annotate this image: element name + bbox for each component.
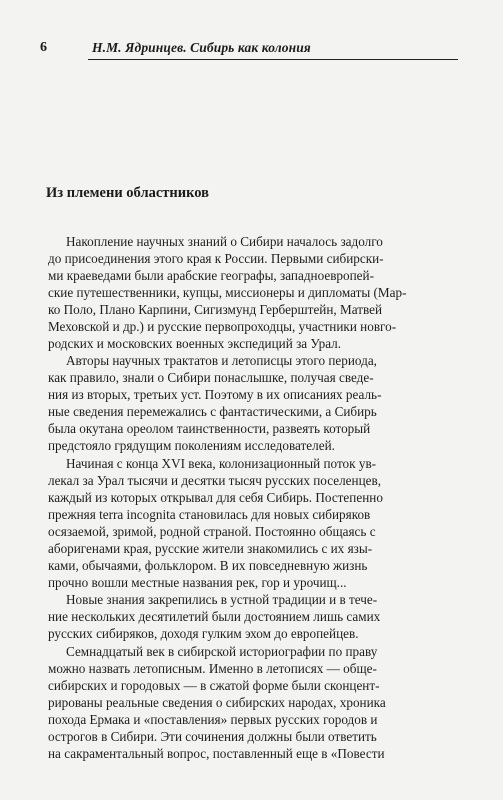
section-title: Из племени областников [46, 185, 209, 201]
text-line: прочно вошли местные названия рек, гор и урочищ... [48, 575, 347, 590]
text-line: предстояло грядущим поколениям исследователей. [48, 438, 335, 453]
header-rule [88, 59, 458, 60]
text-line: ко Поло, Плано Карпини, Сигизмунд Герберштейн, Матвей [48, 302, 383, 317]
text-line: ские путешественники, купцы, миссионеры и дипломаты (Мар- [48, 285, 407, 300]
text-line: прежняя terra incognita становилась для новых сибиряков [48, 507, 371, 522]
text-line: была окутана ореолом таинственности, развеять который [48, 421, 371, 436]
text-line: ние нескольких десятилетий были достоянием лишь самих [48, 609, 381, 624]
text-line: как правило, знали о Сибири понаслышке, получая сведе- [48, 370, 374, 385]
text-line: сибирских и городовых — в сжатой форме были сконцент- [48, 678, 380, 693]
text-line: острогов в Сибири. Эти сочинения должны были ответить [48, 729, 377, 744]
text-line: ния из вторых, третьих уст. Поэтому в их описаниях реаль- [48, 387, 382, 402]
page-number: 6 [40, 40, 47, 55]
text-line: каждый из которых открывал для себя Сибирь. Постепенно [48, 490, 383, 505]
text-line: Меховской и др.) и русские первопроходцы, участники новго- [48, 319, 397, 334]
text-line: до присоединения этого края к России. Первыми сибирски- [48, 251, 384, 266]
text-line: Семнадцатый век в сибирской историографии по праву [66, 644, 378, 659]
text-line: Начиная с конца XVI века, колонизационный поток ув- [66, 456, 377, 471]
running-head: Н.М. Ядринцев. Сибирь как колония [92, 40, 311, 55]
text-line: родских и московских военных экспедиций за Урал. [48, 336, 342, 351]
text-line: ные сведения перемежались с фантастическими, а Сибирь [48, 404, 377, 419]
text-line: на сакраментальный вопрос, поставленный еще в «Повести [48, 746, 385, 761]
text-line: можно назвать летописным. Именно в летописях — обще- [48, 661, 377, 676]
page-header [40, 40, 460, 62]
text-line: рированы реальные сведения о сибирских народах, хроника [48, 695, 386, 710]
text-line: ками, обычаями, фольклором. В их повседневную жизнь [48, 558, 368, 573]
text-line: Авторы научных трактатов и летописцы этого периода, [66, 353, 377, 368]
text-line: ми краеведами были арабские географы, западноевропей- [48, 268, 374, 283]
text-line: аборигенами края, русские жители знакомились с их язы- [48, 541, 373, 556]
text-line: похода Ермака и «поставления» первых русских городов и [48, 712, 378, 727]
text-line: осязаемой, зримой, родной страной. Постоянно общаясь с [48, 524, 376, 539]
text-line: Новые знания закрепились в устной традиции и в тече- [66, 592, 378, 607]
text-line: лекал за Урал тысячи и десятки тысяч русских поселенцев, [48, 473, 382, 488]
text-line: Накопление научных знаний о Сибири началось задолго [66, 234, 383, 249]
text-line: русских сибиряков, доходя гулким эхом до европейцев. [48, 626, 359, 641]
